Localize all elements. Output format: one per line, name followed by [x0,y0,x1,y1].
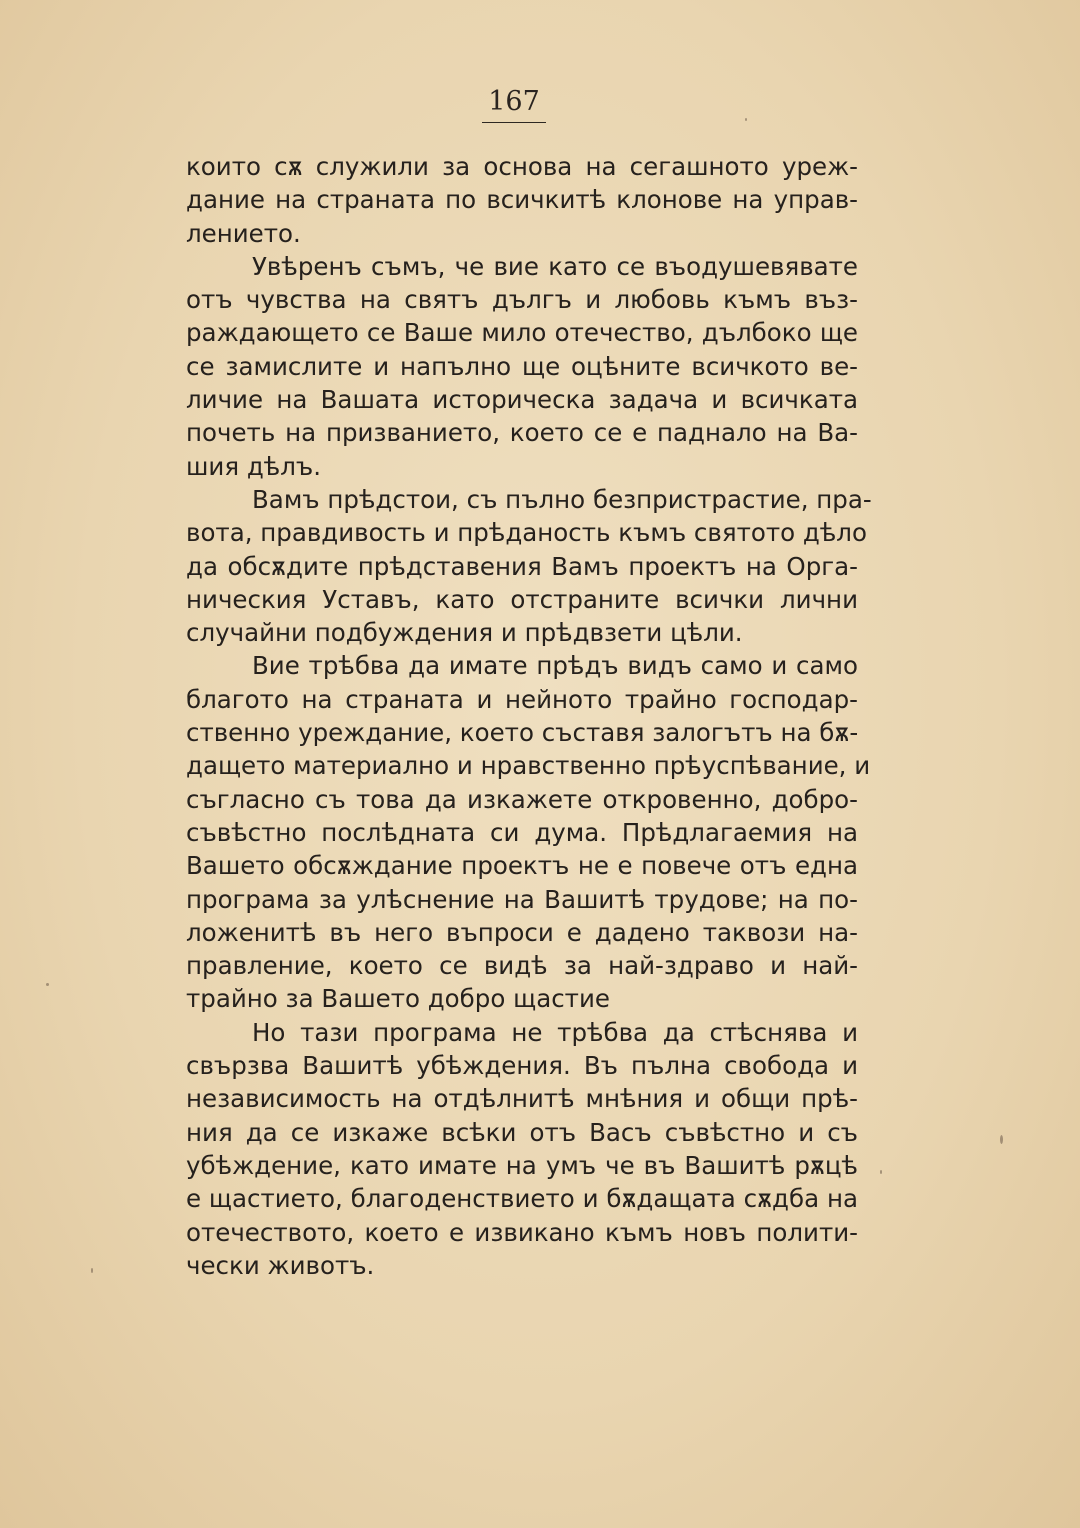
text-line: трайно за Вашето добро щастие [186,984,610,1014]
text-line: Вамъ прѣдстои, съ пълно безпристрастие, пра- [252,484,872,514]
text-line: е щастието, благоденствието и бѫдащата сѫдба на [186,1184,858,1214]
text-line: се замислите и напълно ще оцѣните всичкото ве- [186,351,858,381]
text-line: вота, правдивость и прѣданость къмъ святото дѣло [186,518,867,548]
text-line: отъ чувства на святъ дългъ и любовь къмъ въз- [186,285,858,315]
text-line: да обсѫдите прѣдставения Вамъ проектъ на Орга- [186,551,858,581]
text-line: правление, което се видѣ за най-здраво и най- [186,951,858,981]
paper-speck [880,1170,882,1174]
text-line: свързва Вашитѣ убѣждения. Въ пълна свобода и [186,1051,858,1081]
text-line: шия дѣлъ. [186,451,322,481]
body-text [186,150,872,1282]
paper-speck [91,1268,93,1273]
text-line: почеть на призванието, което се е паднало на Ва- [186,418,858,448]
text-line: личие на Вашата историческа задача и всичката [186,385,858,415]
paper-speck [46,983,49,986]
text-line: Вашето обсѫждание проектъ не е повече отъ една [186,851,858,881]
page-number: 167 [488,86,540,117]
text-line: раждающето се Ваше мило отечество, дълбоко ще [186,318,858,348]
text-line: ложенитѣ въ него въпроси е дадено таквози на- [186,917,858,947]
text-line: чески животъ. [186,1250,375,1280]
text-line: Увѣренъ съмъ, че вие като се въодушевявате [252,251,858,281]
text-line: Вие трѣбва да имате прѣдъ видъ само и само [252,651,858,681]
text-line: които сѫ служили за основа на сегашното уреж- [186,152,858,181]
text-line: отечеството, което е извикано къмъ новъ полити- [186,1217,858,1247]
text-line: лението. [186,218,301,248]
text-line: съгласно съ това да изкажете откровенно, добро- [186,784,858,814]
text-line: убѣждение, като имате на умъ че въ Вашитѣ рѫцѣ [186,1150,858,1180]
paper-speck [1000,1135,1003,1144]
text-line: Но тази програма не трѣбва да стѣснява и [252,1017,858,1047]
text-line: благото на страната и нейното трайно господар- [186,684,858,714]
text-line: ническия Уставъ, като отстраните всички лични [186,584,858,614]
text-line: съвѣстно послѣдната си дума. Прѣдлагаемия на [186,817,858,847]
paper-speck [745,118,747,121]
text-line: случайни подбуждения и прѣдвзети цѣли. [186,618,743,648]
text-line: дание на страната по всичкитѣ клонове на управ- [186,185,858,215]
text-line: дащето материално и нравственно прѣуспѣвание, и [186,751,871,781]
text-line: ственно уреждание, което съставя залогътъ на бѫ- [186,718,859,748]
text-line: независимость на отдѣлнитѣ мнѣния и общи прѣ- [186,1084,858,1114]
text-line: програма за улѣснение на Вашитѣ трудове; на по- [186,884,858,914]
text-line: ния да се изкаже всѣки отъ Васъ съвѣстно и съ [186,1117,858,1147]
page-number-rule [482,122,546,123]
